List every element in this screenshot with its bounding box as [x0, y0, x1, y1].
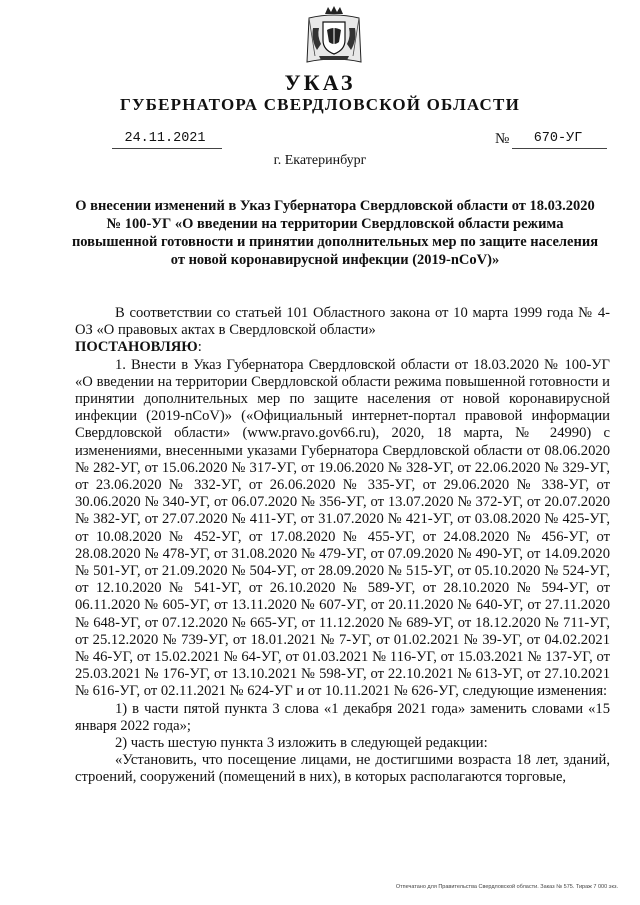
document-title: УКАЗ [284, 70, 356, 95]
subitem-2: 2) часть шестую пункта 3 изложить в следующей редакции: [115, 735, 488, 752]
decree-word-line [75, 339, 610, 356]
city: г. Екатеринбург [273, 153, 367, 168]
decree-word: ПОСТАНОВЛЯЮ [75, 339, 198, 356]
date-underline [112, 148, 222, 149]
document-subtitle: ГУБЕРНАТОРА СВЕРДЛОВСКОЙ ОБЛАСТИ [119, 95, 521, 114]
subitem-1: 1) в части пятой пункта 3 слова «1 декабря 2021 года» заменить словами «15 января 2022 года»; [75, 700, 610, 734]
number-sign: № [495, 131, 510, 147]
item-1: 1. Внести в Указ Губернатора Свердловской области от 18.03.2020 № 100-УГ «О введении на территории Свердловской области режима повышенной готовности и принятии дополнительных мер по защите населения от новой коронавирусной инфекции (2019-nCoV)» («Официальный интернет-портал правовой информации Свердловской области» (www.pravo.gov66.ru), 2020, 18 марта, № 24990) с изменениями, внесенными указами Губернатора Свердловской области от 08.06.2020 № 282-УГ, от 15.06.2020 № 317-УГ, от 19.06.2020 № 328-УГ, от 22.06.2020 № 329-УГ, от 23.06.2020 № 332-УГ, от 26.06.2020 № 335-УГ, от 29.06.2020 № 338-УГ, от 30.06.2020 № 340-УГ, от 06.07.2020 № 356-УГ, от 13.07.2020 № 372-УГ, от 20.07.2020 № 382-УГ, от 27.07.2020 № 411-УГ, от 31.07.2020 № 421-УГ, от 03.08.2020 № 425-УГ, от 10.08.2020 № 452-УГ, от 17.08.2020 № 455-УГ, от 24.08.2020 № 456-УГ, от 28.08.2020 № 478-УГ, от 31.08.2020 № 479-УГ, от 07.09.2020 № 490-УГ, от 14.09.2020 № 501-УГ, от 21.09.2020 № 504-УГ, от 28.09.2020 № 515-УГ, от 05.10.2020 № 524-УГ, от 12.10.2020 № 541-УГ, от 26.10.2020 № 589-УГ, от 28.10.2020 № 594-УГ, от 06.11.2020 № 605-УГ, от 13.11.2020 № 607-УГ, от 20.11.2020 № 640-УГ, от 27.11.2020 № 648-УГ, от 07.12.2020 № 665-УГ, от 11.12.2020 № 689-УГ, от 18.12.2020 № 711-УГ, от 25.12.2020 № 739-УГ, от 18.01.2021 № 7-УГ, от 01.02.2021 № 39-УГ, от 04.02.2021 № 46-УГ, от 15.02.2021 № 64-УГ, от 01.03.2021 № 116-УГ, от 15.03.2021 № 137-УГ, от 25.03.2021 № 176-УГ, от 13.10.2021 № 598-УГ, от 22.10.2021 № 613-УГ, от 27.10.2021 № 616-УГ, от 02.11.2021 № 624-УГ и от 10.11.2021 № 626-УГ, следующие изменения: [75, 356, 610, 700]
decree-body [75, 305, 610, 787]
decree-date: 24.11.2021 [124, 131, 206, 146]
number-underline [512, 148, 607, 149]
print-footer: Отпечатано для Правительства Свердловской области. Заказ № 575. Тираж 7 000 экз. [395, 884, 618, 890]
decree-colon: : [197, 339, 202, 356]
decree-number: 670-УГ [533, 131, 583, 146]
quote-text: «Установить, что посещение лицами, не достигшими возраста 18 лет, зданий, строений, сооружений (помещений в них), в которых располагаются торговые, [75, 752, 610, 786]
decree-heading: О внесении изменений в Указ Губернатора Свердловской области от 18.03.2020 № 100-УГ «О введении на территории Свердловской области режима повышенной готовности и принятии дополнительных мер по защите населения от новой коронавирусной инфекции (2019-nCoV)» [71, 198, 599, 268]
preamble: В соответствии со статьей 101 Областного закона от 10 марта 1999 года № 4-ОЗ «О правовых актах в Свердловской области» [75, 305, 610, 339]
coat-of-arms-icon [303, 4, 365, 66]
